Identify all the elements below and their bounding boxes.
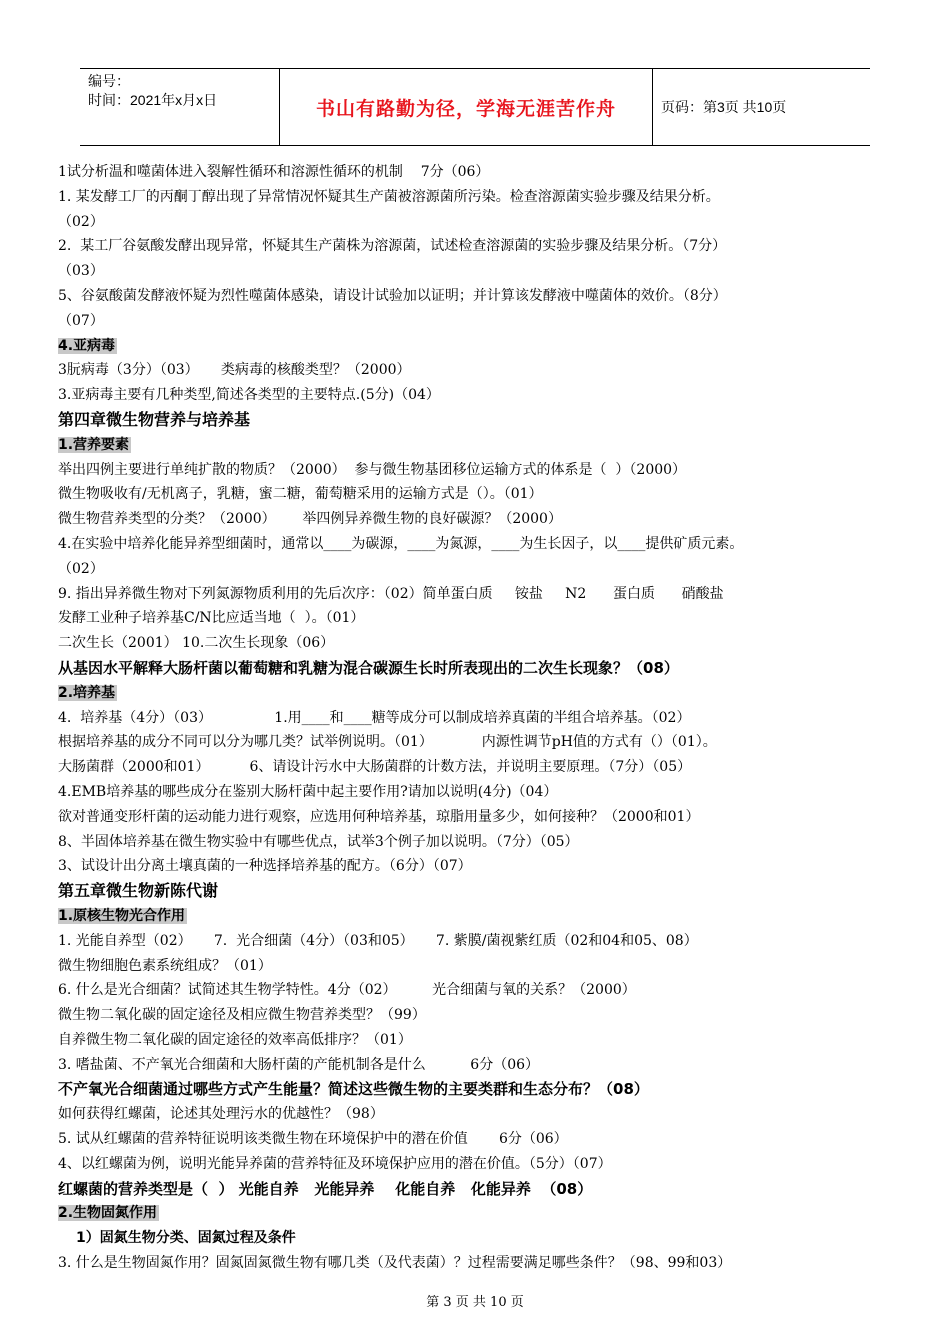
bold-question: 从基因水平解释大肠杆菌以葡萄糖和乳糖为混合碳源生长时所表现出的二次生长现象？（08）	[58, 658, 679, 677]
text-line: 3.亚病毒主要有几种类型,简述各类型的主要特点.(5分)（04）	[58, 387, 440, 404]
section-heading	[58, 433, 890, 458]
text-line: 2. 某工厂谷氨酸发酵出现异常，怀疑其生产菌株为溶源菌，试述检查溶源菌的实验步骤及结果分析。（7分）	[58, 238, 727, 255]
text-line: 微生物吸收有/无机离子，乳糖，蜜二糖，葡萄糖采用的运输方式是（）。（01）	[58, 486, 543, 503]
document-body	[58, 160, 890, 1276]
section-heading	[58, 1201, 890, 1226]
text-line: 微生物营养类型的分类？（2000） 举四例异养微生物的良好碳源？（2000）	[58, 511, 562, 528]
text-line: 微生物细胞色素系统组成？（01）	[58, 957, 272, 974]
text-line: 1试分析温和噬菌体进入裂解性循环和溶源性循环的机制 7分（06）	[58, 164, 490, 180]
section-heading	[58, 681, 890, 706]
motto: 书山有路勤为径，学海无涯苦作舟	[280, 69, 653, 145]
text-line: 8、半固体培养基在微生物实验中有哪些优点，试举3个例子加以说明。（7分）（05）	[58, 833, 579, 850]
text-line: 3朊病毒（3分）（03） 类病毒的核酸类型？（2000）	[58, 362, 411, 379]
text-line: 3. 什么是生物固氮作用？固氮固氮微生物有哪几类（及代表菌）？过程需要满足哪些条件？（98、99和03）	[58, 1255, 732, 1272]
text-line: 4、以红螺菌为例，说明光能异养菌的营养特征及环境保护应用的潜在价值。（5分）（07）	[58, 1155, 612, 1172]
text-line: 自养微生物二氧化碳的固定途径的效率高低排序？（01）	[58, 1031, 412, 1048]
text-line: 4. 培养基（4分）（03） 1.用____和____糖等成分可以制成培养真菌的半组合培养基。（02）	[58, 709, 691, 726]
chapter-heading: 第五章微生物新陈代谢	[58, 881, 219, 901]
text-line: 6. 什么是光合细菌？试简述其生物学特性。4分（02） 光合细菌与氧的关系？（2000）	[58, 982, 636, 999]
header-info-cell	[80, 69, 280, 145]
text-line: （03）	[58, 263, 104, 280]
text-line: 5、谷氨酸菌发酵液怀疑为烈性噬菌体感染，请设计试验加以证明；并计算该发酵液中噬菌体的效价。（8分）	[58, 287, 727, 304]
bold-question: 红螺菌的营养类型是（ ） 光能自养 光能异养 化能自养 化能异养 （08）	[58, 1179, 593, 1198]
text-line: 发酵工业种子培养基C/N比应适当地（ ）。（01）	[58, 610, 365, 627]
text-line: （02）	[58, 560, 104, 577]
text-line: 3、试设计出分离土壤真菌的一种选择培养基的配方。（6分）（07）	[58, 858, 472, 875]
text-line: 4.EMB培养基的哪些成分在鉴别大肠杆菌中起主要作用?请加以说明(4分)（04）	[58, 783, 558, 800]
chapter-heading: 第四章微生物营养与培养基	[58, 409, 251, 429]
text-line: 二次生长（2001） 10.二次生长现象（06）	[58, 635, 335, 652]
text-line: 微生物二氧化碳的固定途径及相应微生物营养类型？（99）	[58, 1007, 426, 1024]
bold-question: 不产氧光合细菌通过哪些方式产生能量？简述这些微生物的主要类群和生态分布？（08）	[58, 1080, 649, 1099]
text-line: 1. 某发酵工厂的丙酮丁醇出现了异常情况怀疑其生产菌被溶源菌所污染。检查溶源菌实验步骤及结果分析。	[58, 188, 720, 205]
text-line: 如何获得红螺菌，论述其处理污水的优越性？（98）	[58, 1106, 384, 1123]
time-label: 时间：2021年x月x日	[88, 92, 218, 108]
page-indicator: 页码：第3页 共10页	[661, 99, 787, 115]
text-line: 大肠菌群（2000和01） 6、请设计污水中大肠菌群的计数方法，并说明主要原理。（7分）（05）	[58, 759, 692, 776]
section-label: 4.亚病毒	[58, 337, 116, 354]
subsection-heading: 1）固氮生物分类、固氮过程及条件	[76, 1230, 296, 1247]
text-line: （02）	[58, 213, 104, 230]
text-line: 欲对普通变形杆菌的运动能力进行观察，应选用何种培养基，琼脂用量多少，如何接种？（2000和01）	[58, 808, 700, 825]
page-footer: 第 3 页 共 10 页	[426, 1295, 524, 1310]
text-line: 根据培养基的成分不同可以分为哪几类？试举例说明。（01） 内源性调节pH值的方式有（）（01）。	[58, 734, 717, 751]
text-line: 1. 光能自养型（02） 7. 光合细菌（4分）（03和05） 7. 紫膜/菌视紫红质（02和04和05、08）	[58, 932, 698, 949]
section-label: 1.营养要素	[58, 436, 130, 453]
number-label: 编号：	[88, 73, 130, 89]
section-label: 1.原核生物光合作用	[58, 907, 186, 924]
text-line: 9. 指出异养微生物对下列氮源物质利用的先后次序：（02）简单蛋白质 铵盐 N2 蛋白质 硝酸盐	[58, 585, 724, 602]
text-line: 3. 嗜盐菌、不产氧光合细菌和大肠杆菌的产能机制各是什么 6分（06）	[58, 1056, 540, 1073]
section-label: 2.培养基	[58, 684, 116, 701]
section-heading	[58, 904, 890, 929]
page-header	[80, 68, 870, 146]
text-line: 5. 试从红螺菌的营养特征说明该类微生物在环境保护中的潜在价值 6分（06）	[58, 1131, 568, 1148]
text-line: 举出四例主要进行单纯扩散的物质？（2000） 参与微生物基团移位运输方式的体系是（ ）（2000）	[58, 461, 687, 478]
text-line: 4.在实验中培养化能异养型细菌时，通常以____为碳源，____为氮源，____为生长因子，以____提供矿质元素。	[58, 535, 744, 552]
section-heading	[58, 334, 890, 359]
text-line: （07）	[58, 312, 104, 329]
section-label: 2.生物固氮作用	[58, 1205, 158, 1222]
